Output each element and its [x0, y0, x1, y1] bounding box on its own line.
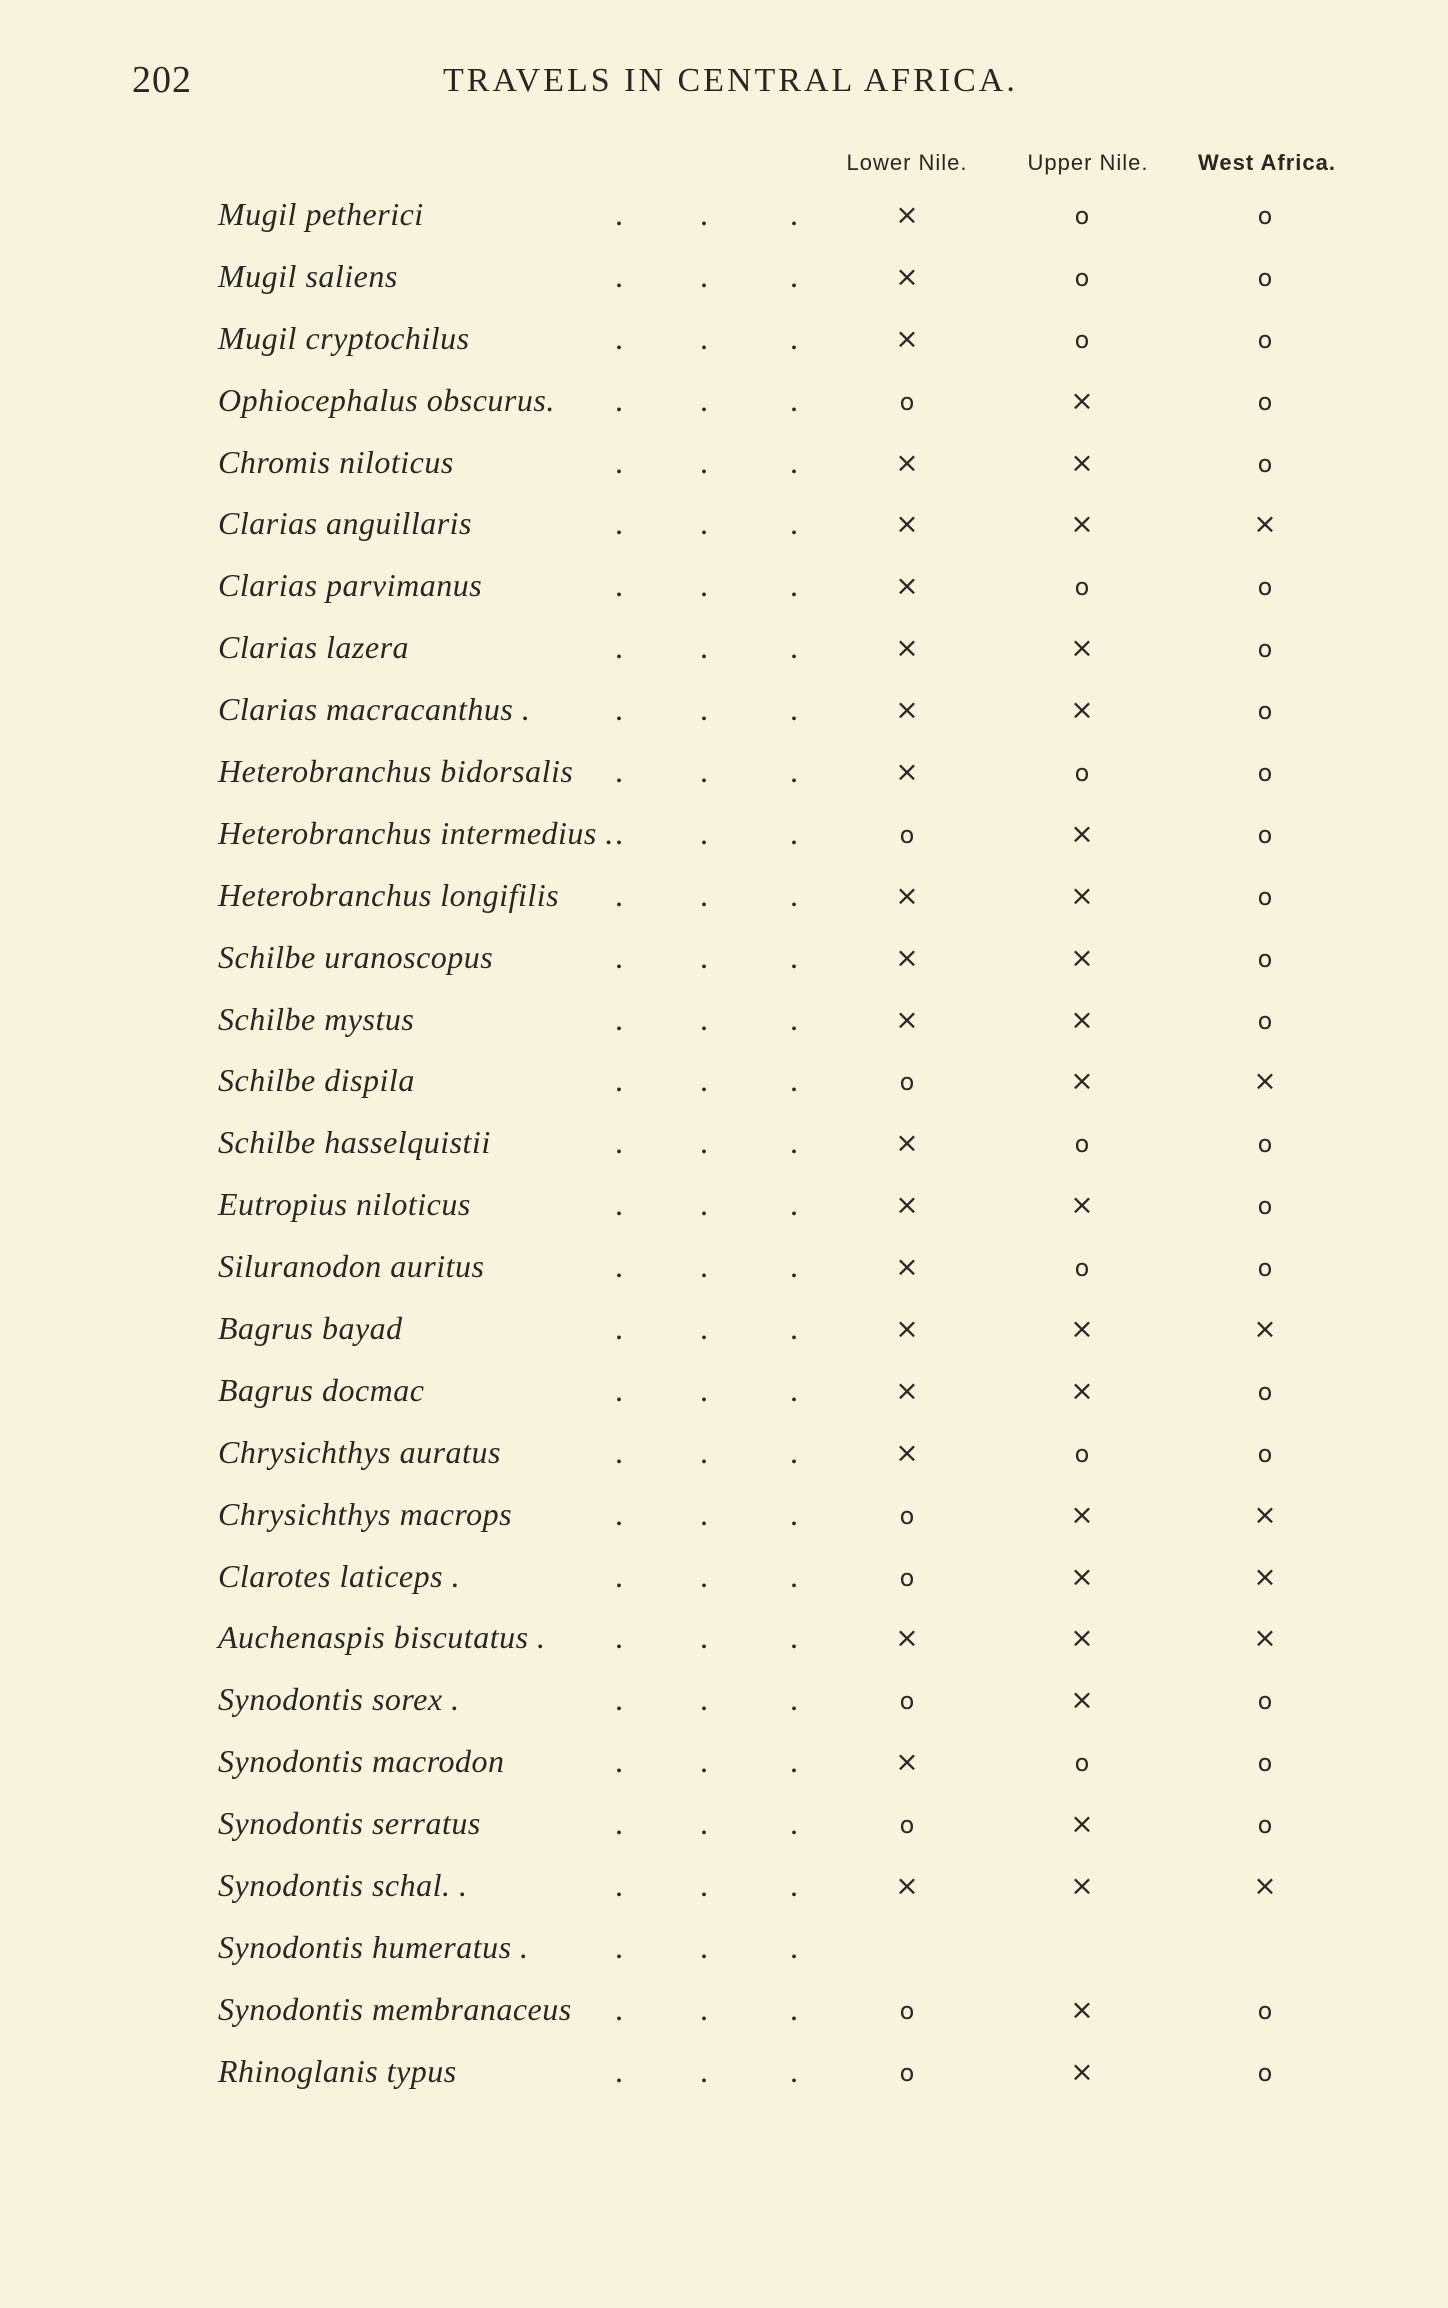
leader-dot: .: [790, 319, 798, 356]
table-row: [0, 1484, 1448, 1546]
leader-dot: .: [700, 1186, 708, 1223]
leader-dot: .: [790, 1619, 798, 1656]
column-header-upper-nile: Upper Nile.: [1027, 150, 1149, 175]
presence-mark-lower: ×: [895, 1745, 919, 1779]
species-name: Clarias lazera: [218, 629, 410, 666]
running-title: TRAVELS IN CENTRAL AFRICA.: [443, 62, 1018, 99]
leader-dot: .: [615, 505, 623, 542]
presence-mark-upper: ×: [1070, 631, 1094, 665]
table-row: [0, 679, 1448, 741]
leader-dot: .: [615, 1990, 623, 2027]
species-name: Ophiocephalus obscurus.: [218, 381, 555, 418]
species-name: Schilbe uranoscopus: [218, 938, 494, 975]
presence-mark-lower: ×: [895, 259, 919, 293]
leader-dot: .: [790, 1805, 798, 1842]
leader-dot: .: [615, 1867, 623, 1904]
presence-mark-west: o: [1257, 697, 1273, 726]
table-row: [0, 555, 1448, 617]
species-name: Heterobranchus longifilis: [218, 876, 560, 913]
species-name: Synodontis sorex .: [218, 1681, 460, 1718]
leader-dot: .: [700, 1619, 708, 1656]
leader-dot: .: [700, 1371, 708, 1408]
presence-mark-upper: ×: [1070, 1373, 1094, 1407]
presence-mark-upper: o: [1074, 263, 1090, 292]
presence-mark-lower: ×: [895, 1188, 919, 1222]
presence-mark-west: ×: [1253, 1559, 1277, 1593]
species-name: Schilbe hasselquistii: [218, 1124, 491, 1161]
presence-mark-lower: ×: [895, 198, 919, 231]
presence-mark-lower: o: [899, 820, 915, 849]
presence-mark-upper: o: [1074, 1439, 1090, 1468]
presence-mark-lower: ×: [895, 631, 919, 665]
leader-dot: .: [700, 753, 708, 790]
species-name: Eutropius niloticus: [218, 1186, 471, 1223]
species-name: Synodontis serratus: [218, 1805, 481, 1842]
species-table: [0, 184, 1448, 2103]
presence-mark-upper: ×: [1070, 383, 1094, 417]
species-name: Clarias parvimanus: [218, 567, 483, 604]
presence-mark-west: o: [1257, 1130, 1273, 1159]
leader-dot: .: [615, 876, 623, 913]
leader-dot: .: [790, 876, 798, 913]
presence-mark-lower: ×: [895, 878, 919, 912]
presence-mark-upper: ×: [1070, 2054, 1094, 2088]
leader-dot: .: [790, 1124, 798, 1161]
presence-mark-lower: ×: [895, 755, 919, 789]
leader-dot: .: [615, 443, 623, 480]
leader-dot: .: [615, 629, 623, 666]
leader-dot: .: [615, 1805, 623, 1842]
presence-mark-upper: ×: [1070, 1064, 1094, 1098]
presence-mark-upper: o: [1074, 202, 1090, 230]
species-name: Rhinoglanis typus: [218, 2052, 457, 2089]
leader-dot: .: [790, 2052, 798, 2089]
table-row: [0, 493, 1448, 555]
table-row: [0, 2041, 1448, 2103]
column-header-lower-nile: Lower Nile.: [846, 150, 968, 175]
table-row: [0, 1174, 1448, 1236]
presence-mark-upper: ×: [1070, 816, 1094, 850]
leader-dot: .: [615, 1619, 623, 1656]
leader-dot: .: [700, 1124, 708, 1161]
table-row: [0, 865, 1448, 927]
table-row: [0, 1112, 1448, 1174]
leader-dot: .: [700, 2052, 708, 2089]
leader-dot: .: [615, 1371, 623, 1408]
presence-mark-west: o: [1257, 944, 1273, 973]
leader-dot: .: [615, 1433, 623, 1470]
presence-mark-west: o: [1257, 387, 1273, 416]
leader-dot: .: [790, 629, 798, 666]
presence-mark-west: ×: [1253, 507, 1277, 541]
presence-mark-lower: o: [899, 1996, 915, 2025]
leader-dot: .: [615, 567, 623, 604]
leader-dot: .: [700, 381, 708, 418]
leader-dot: .: [790, 567, 798, 604]
table-row: [0, 1731, 1448, 1793]
leader-dot: .: [790, 1557, 798, 1594]
leader-dot: .: [700, 1805, 708, 1842]
leader-dot: .: [790, 381, 798, 418]
presence-mark-lower: ×: [895, 1435, 919, 1469]
presence-mark-upper: o: [1074, 1130, 1090, 1159]
presence-mark-lower: ×: [895, 1373, 919, 1407]
leader-dot: .: [700, 629, 708, 666]
leader-dot: .: [615, 319, 623, 356]
table-row: [0, 1360, 1448, 1422]
leader-dot: .: [790, 1743, 798, 1780]
presence-mark-upper: ×: [1070, 693, 1094, 727]
leader-dot: .: [615, 257, 623, 294]
leader-dot: .: [790, 753, 798, 790]
presence-mark-west: o: [1257, 882, 1273, 911]
leader-dot: .: [615, 938, 623, 975]
presence-mark-west: o: [1257, 1192, 1273, 1221]
table-row: [0, 1607, 1448, 1669]
presence-mark-upper: ×: [1070, 1002, 1094, 1036]
presence-mark-lower: ×: [895, 569, 919, 603]
species-name: Mugil cryptochilus: [218, 319, 470, 356]
species-name: Clarias macracanthus .: [218, 691, 531, 728]
presence-mark-lower: ×: [895, 445, 919, 479]
table-row: [0, 1855, 1448, 1917]
leader-dot: .: [790, 1867, 798, 1904]
presence-mark-west: ×: [1253, 1869, 1277, 1903]
presence-mark-west: o: [1257, 1811, 1273, 1840]
presence-mark-upper: o: [1074, 759, 1090, 788]
presence-mark-west: o: [1257, 1996, 1273, 2025]
presence-mark-lower: ×: [895, 940, 919, 974]
table-row: [0, 432, 1448, 494]
presence-mark-west: ×: [1253, 1621, 1277, 1655]
presence-mark-upper: o: [1074, 1749, 1090, 1778]
presence-mark-upper: ×: [1070, 1559, 1094, 1593]
species-name: Mugil saliens: [218, 257, 398, 294]
presence-mark-west: ×: [1253, 1312, 1277, 1346]
presence-mark-lower: ×: [895, 1250, 919, 1284]
presence-mark-west: o: [1257, 1254, 1273, 1283]
page-header: [0, 58, 1448, 108]
presence-mark-west: o: [1257, 2058, 1273, 2087]
leader-dot: .: [615, 1248, 623, 1285]
leader-dot: .: [700, 938, 708, 975]
table-row: [0, 1793, 1448, 1855]
leader-dot: .: [615, 1495, 623, 1532]
leader-dot: .: [615, 1062, 623, 1099]
table-row: [0, 184, 1448, 246]
leader-dot: .: [790, 1062, 798, 1099]
presence-mark-lower: ×: [895, 1126, 919, 1160]
leader-dot: .: [615, 196, 623, 232]
leader-dot: .: [700, 1928, 708, 1965]
presence-mark-west: o: [1257, 1006, 1273, 1035]
leader-dot: .: [790, 1248, 798, 1285]
leader-dot: .: [790, 1000, 798, 1037]
species-name: Synodontis macrodon: [218, 1743, 505, 1780]
species-name: Auchenaspis biscutatus .: [218, 1619, 546, 1656]
leader-dot: .: [700, 1310, 708, 1347]
species-name: Siluranodon auritus: [218, 1248, 485, 1285]
page-number: 202: [132, 59, 192, 101]
leader-dot: .: [700, 319, 708, 356]
presence-mark-upper: ×: [1070, 1683, 1094, 1717]
table-row: [0, 617, 1448, 679]
species-name: Heterobranchus bidorsalis: [218, 753, 574, 790]
leader-dot: .: [700, 1990, 708, 2027]
species-name: Chromis niloticus: [218, 443, 454, 480]
leader-dot: .: [615, 1310, 623, 1347]
leader-dot: .: [615, 1557, 623, 1594]
leader-dot: .: [700, 814, 708, 851]
species-name: Schilbe dispila: [218, 1062, 415, 1099]
presence-mark-lower: o: [899, 2058, 915, 2087]
leader-dot: .: [700, 567, 708, 604]
leader-dot: .: [615, 753, 623, 790]
leader-dot: .: [615, 691, 623, 728]
table-row: [0, 1236, 1448, 1298]
presence-mark-upper: o: [1074, 1254, 1090, 1283]
leader-dot: .: [615, 381, 623, 418]
leader-dot: .: [790, 1310, 798, 1347]
leader-dot: .: [700, 876, 708, 913]
leader-dot: .: [615, 1000, 623, 1037]
presence-mark-upper: ×: [1070, 1807, 1094, 1841]
table-row: [0, 1917, 1448, 1979]
presence-mark-upper: ×: [1070, 507, 1094, 541]
table-row: [0, 1546, 1448, 1608]
leader-dot: .: [700, 443, 708, 480]
leader-dot: .: [615, 1186, 623, 1223]
leader-dot: .: [700, 691, 708, 728]
presence-mark-upper: ×: [1070, 940, 1094, 974]
species-name: Bagrus docmac: [218, 1371, 425, 1408]
presence-mark-lower: o: [899, 1811, 915, 1840]
presence-mark-west: o: [1257, 1749, 1273, 1778]
leader-dot: .: [700, 257, 708, 294]
presence-mark-upper: ×: [1070, 1621, 1094, 1655]
presence-mark-west: ×: [1253, 1497, 1277, 1531]
table-row: [0, 1669, 1448, 1731]
leader-dot: .: [790, 443, 798, 480]
leader-dot: .: [790, 1186, 798, 1223]
table-row: [0, 741, 1448, 803]
species-name: Synodontis humeratus .: [218, 1928, 529, 1965]
presence-mark-lower: o: [899, 1687, 915, 1716]
species-name: Bagrus bayad: [218, 1310, 403, 1347]
table-row: [0, 989, 1448, 1051]
leader-dot: .: [615, 1928, 623, 1965]
leader-dot: .: [700, 1433, 708, 1470]
leader-dot: .: [790, 814, 798, 851]
presence-mark-lower: ×: [895, 321, 919, 355]
table-row: [0, 308, 1448, 370]
leader-dot: .: [790, 257, 798, 294]
presence-mark-lower: o: [899, 1501, 915, 1530]
presence-mark-west: o: [1257, 573, 1273, 602]
presence-mark-upper: o: [1074, 573, 1090, 602]
table-row: [0, 246, 1448, 308]
presence-mark-west: o: [1257, 1687, 1273, 1716]
presence-mark-west: o: [1257, 449, 1273, 478]
leader-dot: .: [790, 1990, 798, 2027]
species-name: Mugil petherici: [218, 196, 424, 232]
leader-dot: .: [700, 1681, 708, 1718]
table-row: [0, 1979, 1448, 2041]
presence-mark-west: o: [1257, 820, 1273, 849]
leader-dot: .: [700, 1000, 708, 1037]
presence-mark-upper: ×: [1070, 1188, 1094, 1222]
species-name: Heterobranchus intermedius .: [218, 814, 614, 851]
leader-dot: .: [700, 1248, 708, 1285]
leader-dot: .: [790, 1495, 798, 1532]
species-name: Clarias anguillaris: [218, 505, 472, 542]
presence-mark-lower: ×: [895, 1869, 919, 1903]
leader-dot: .: [790, 1681, 798, 1718]
presence-mark-west: o: [1257, 759, 1273, 788]
presence-mark-west: ×: [1253, 1064, 1277, 1098]
presence-mark-upper: o: [1074, 325, 1090, 354]
table-row: [0, 1298, 1448, 1360]
leader-dot: .: [615, 1124, 623, 1161]
presence-mark-upper: ×: [1070, 878, 1094, 912]
leader-dot: .: [700, 196, 708, 232]
table-row: [0, 1050, 1448, 1112]
presence-mark-west: o: [1257, 325, 1273, 354]
species-name: Chrysichthys macrops: [218, 1495, 513, 1532]
leader-dot: .: [790, 505, 798, 542]
presence-mark-upper: ×: [1070, 1312, 1094, 1346]
species-name: Chrysichthys auratus: [218, 1433, 501, 1470]
presence-mark-upper: ×: [1070, 445, 1094, 479]
presence-mark-lower: o: [899, 1068, 915, 1097]
species-name: Synodontis membranaceus: [218, 1990, 572, 2027]
table-row: [0, 1422, 1448, 1484]
leader-dot: .: [615, 1681, 623, 1718]
presence-mark-upper: ×: [1070, 1992, 1094, 2026]
leader-dot: .: [790, 691, 798, 728]
leader-dot: .: [615, 814, 623, 851]
presence-mark-west: o: [1257, 635, 1273, 664]
presence-mark-lower: ×: [895, 1621, 919, 1655]
presence-mark-lower: o: [899, 387, 915, 416]
leader-dot: .: [700, 1743, 708, 1780]
table-row: [0, 803, 1448, 865]
presence-mark-upper: ×: [1070, 1869, 1094, 1903]
leader-dot: .: [700, 1867, 708, 1904]
leader-dot: .: [790, 938, 798, 975]
presence-mark-lower: ×: [895, 693, 919, 727]
leader-dot: .: [790, 1371, 798, 1408]
leader-dot: .: [700, 1062, 708, 1099]
leader-dot: .: [790, 1928, 798, 1965]
presence-mark-lower: ×: [895, 1312, 919, 1346]
presence-mark-lower: o: [899, 1563, 915, 1592]
species-name: Schilbe mystus: [218, 1000, 415, 1037]
leader-dot: .: [790, 196, 798, 232]
table-row: [0, 927, 1448, 989]
presence-mark-west: o: [1257, 263, 1273, 292]
presence-mark-west: o: [1257, 202, 1273, 230]
leader-dot: .: [700, 505, 708, 542]
presence-mark-lower: ×: [895, 1002, 919, 1036]
leader-dot: .: [615, 1743, 623, 1780]
leader-dot: .: [700, 1495, 708, 1532]
presence-mark-west: o: [1257, 1439, 1273, 1468]
species-name: Synodontis schal. .: [218, 1867, 468, 1904]
presence-mark-lower: ×: [895, 507, 919, 541]
presence-mark-west: o: [1257, 1377, 1273, 1406]
leader-dot: .: [700, 1557, 708, 1594]
leader-dot: .: [615, 2052, 623, 2089]
table-row: [0, 370, 1448, 432]
column-header-west-africa: West Africa.: [1198, 150, 1336, 175]
leader-dot: .: [790, 1433, 798, 1470]
species-name: Clarotes laticeps .: [218, 1557, 461, 1594]
presence-mark-upper: ×: [1070, 1497, 1094, 1531]
